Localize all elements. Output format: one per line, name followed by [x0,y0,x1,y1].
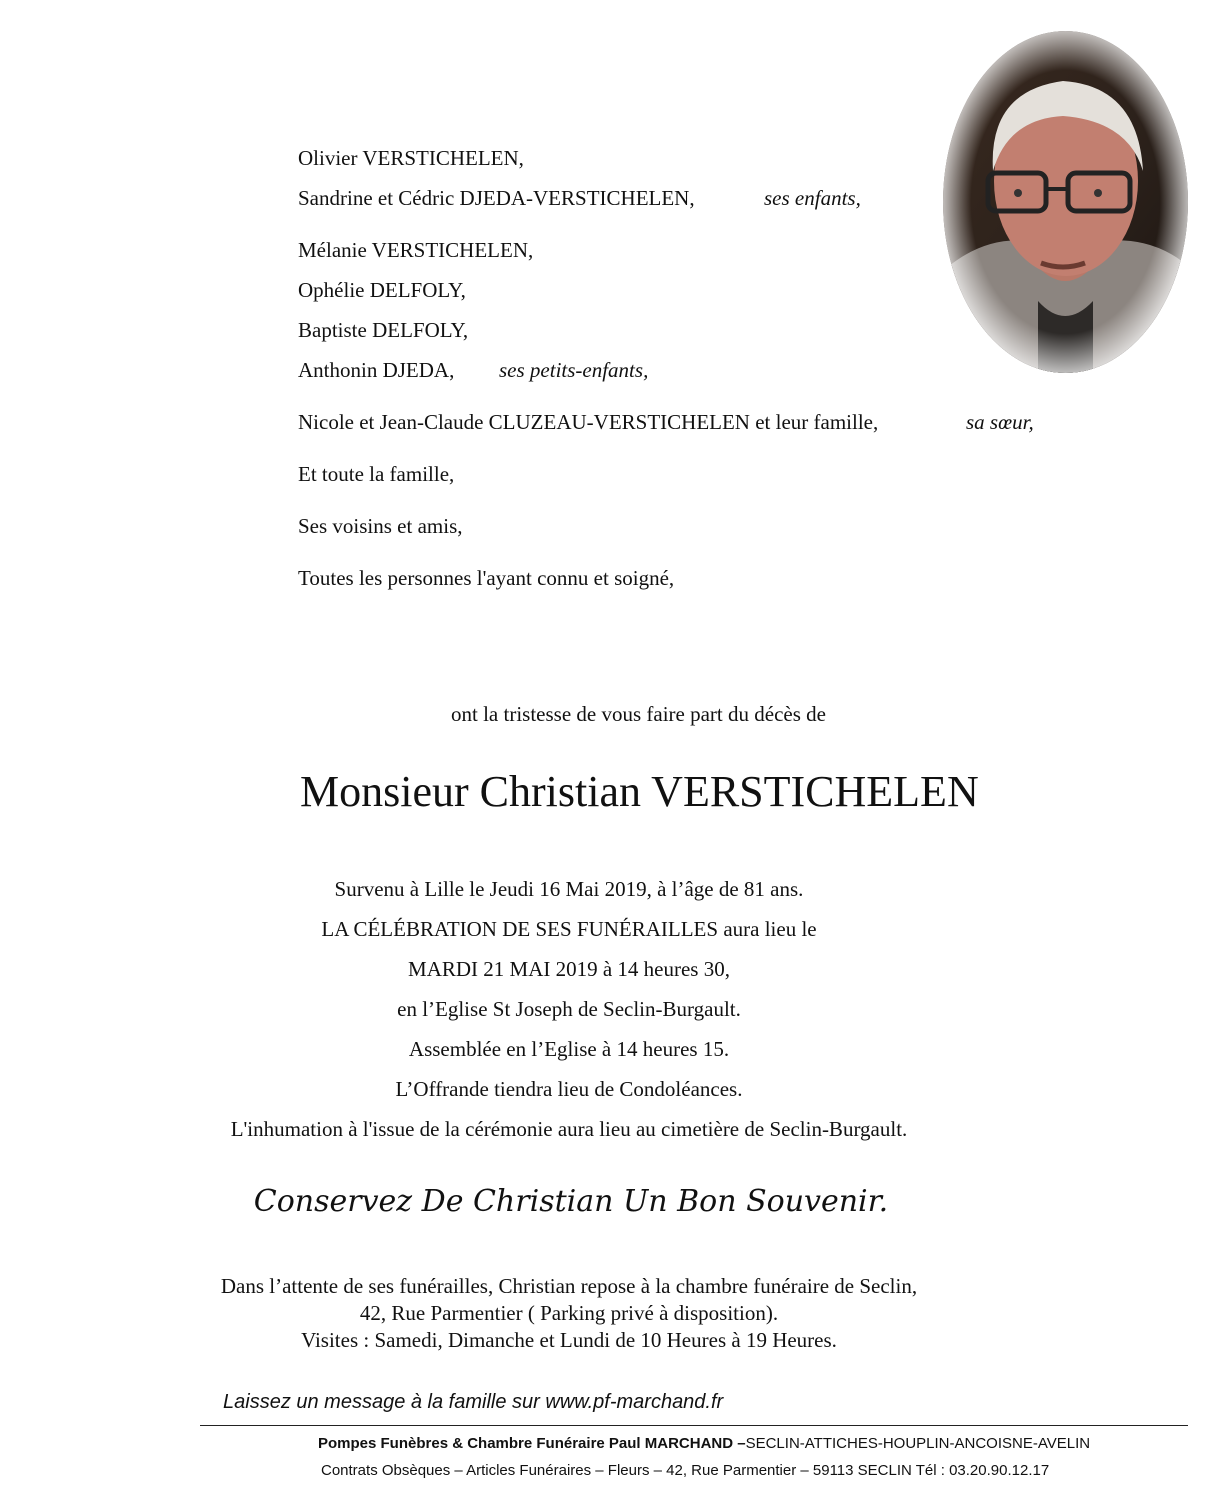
grandchild-3: Baptiste DELFOLY, [298,318,469,342]
detail-celebration: LA CÉLÉBRATION DE SES FUNÉRAILLES aura lieu le [321,917,817,941]
footer-company-name: Pompes Funèbres & Chambre Funéraire Paul MARCHAND – [318,1435,746,1452]
visitation-line-1: Dans l’attente de ses funérailles, Christian repose à la chambre funéraire de Seclin, [220,1274,918,1298]
announcement-text: ont la tristesse de vous faire part du décès de [451,702,826,726]
footer-company-locations: SECLIN-ATTICHES-HOUPLIN-ANCOISNE-AVELIN [745,1435,1091,1452]
family-child-1: Olivier VERSTICHELEN, [298,146,524,170]
portrait-illustration [943,31,1188,373]
family-other-3: Toutes les personnes l'ayant connu et soigné, [298,566,675,590]
message-prompt: Laissez un message à la famille sur www.pf-marchand.fr [223,1391,724,1413]
footer-divider [200,1425,1188,1426]
visitation-line-2: 42, Rue Parmentier ( Parking privé à disposition). [359,1301,779,1325]
visitation-line-3: Visites : Samedi, Dimanche et Lundi de 10 Heures à 19 Heures. [301,1328,837,1352]
detail-death: Survenu à Lille le Jeudi 16 Mai 2019, à l’âge de 81 ans. [334,877,804,901]
family-child-2: Sandrine et Cédric DJEDA-VERSTICHELEN, [298,186,695,210]
detail-church: en l’Eglise St Joseph de Seclin-Burgault. [397,997,741,1021]
grandchild-2: Ophélie DELFOLY, [298,278,466,302]
grandchild-4: Anthonin DJEDA, [298,358,455,382]
grandchildren-role: ses petits-enfants, [499,358,649,382]
detail-burial: L'inhumation à l'issue de la cérémonie aura lieu au cimetière de Seclin-Burgault. [230,1117,908,1141]
children-role: ses enfants, [764,186,861,210]
deceased-portrait-photo [943,31,1188,373]
sister-line: Nicole et Jean-Claude CLUZEAU-VERSTICHELEN et leur famille, [298,410,879,434]
detail-assembly: Assemblée en l’Eglise à 14 heures 15. [408,1037,730,1061]
detail-offering: L’Offrande tiendra lieu de Condoléances. [395,1077,743,1101]
footer-company [318,1435,1090,1452]
footer-services: Contrats Obsèques – Articles Funéraires – Fleurs – 42, Rue Parmentier – 59113 SECLIN Tél : 03.20.90.12.17 [321,1462,1050,1479]
grandchild-1: Mélanie VERSTICHELEN, [298,238,534,262]
family-other-1: Et toute la famille, [298,462,455,486]
sister-role: sa sœur, [966,410,1034,434]
deceased-name: Monsieur Christian VERSTICHELEN [300,767,979,816]
motto: Conservez De Christian Un Bon Souvenir. [253,1184,889,1219]
family-other-2: Ses voisins et amis, [298,514,463,538]
detail-date: MARDI 21 MAI 2019 à 14 heures 30, [408,957,730,981]
